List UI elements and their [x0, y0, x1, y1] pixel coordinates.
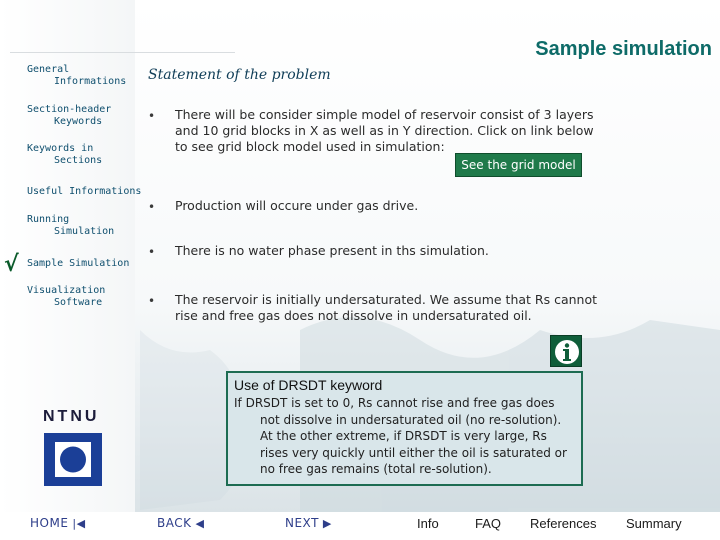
back-arrow-icon: ◀ [195, 517, 205, 530]
next-arrow-icon: ▶ [322, 517, 332, 530]
sidebar-item-label: Sample Simulation [27, 258, 130, 269]
see-grid-model-button[interactable]: See the grid model [455, 153, 582, 177]
info-box-line: rises very quickly until either the oil is saturated or [260, 445, 567, 460]
sidebar-item-useful-informations[interactable] [27, 186, 141, 198]
sidebar-item-label: Simulation [54, 226, 115, 237]
sidebar-item-keywords-in-sections[interactable] [27, 143, 102, 167]
sidebar-item-section-header-keywords[interactable] [27, 104, 111, 128]
bullet-marker: • [148, 200, 156, 214]
home-button[interactable] [30, 516, 86, 530]
info-link[interactable]: Info [417, 516, 439, 531]
info-glyph-icon [551, 336, 583, 368]
bullet-marker: • [148, 294, 156, 308]
references-link[interactable]: References [530, 516, 597, 531]
sidebar-item-label: Keywords [54, 116, 103, 127]
page-title: Sample simulation [535, 38, 712, 60]
sidebar-item-label: General [27, 64, 70, 75]
sidebar-item-label: Running [27, 214, 70, 225]
sidebar-item-label: Useful Informations [27, 186, 142, 197]
ntnu-emblem-icon [44, 433, 102, 486]
info-box-body [234, 395, 575, 478]
info-icon[interactable] [550, 335, 582, 367]
info-box-line: no free gas remains (total re-solution). [260, 462, 492, 476]
bullet-text-water-phase: There is no water phase present in ths simulation. [175, 243, 489, 258]
back-label: BACK [157, 516, 192, 530]
sidebar-item-sample-simulation[interactable] [27, 258, 129, 270]
info-box-line: If DRSDT is set to 0, Rs cannot rise and free gas does [234, 396, 555, 410]
summary-link[interactable]: Summary [626, 516, 682, 531]
first-page-icon: |◀ [72, 517, 86, 530]
next-label: NEXT [285, 516, 319, 530]
sidebar-item-general-informations[interactable] [27, 64, 126, 88]
info-box-line: At the other extreme, if DRSDT is very large, Rs [260, 429, 547, 443]
sidebar-item-label: Software [54, 297, 103, 308]
sidebar-item-label: Visualization [27, 285, 106, 296]
bullet-text-model: There will be consider simple model of reservoir consist of 3 layers and 10 grid blocks in X as well as in Y direction. Click on link below to see grid block model used in simulation: [175, 107, 594, 154]
bullet-marker: • [148, 245, 156, 259]
sidebar-item-visualization-software[interactable] [27, 285, 105, 309]
bullet-text-undersaturated: The reservoir is initially undersaturated. We assume that Rs cannot rise and free gas does not dissolve in undersaturated oil. [175, 292, 597, 323]
drsdt-info-box [226, 371, 583, 486]
sidebar-item-label: Section-header [27, 104, 112, 115]
faq-link[interactable]: FAQ [475, 516, 502, 531]
sidebar-item-label: Informations [54, 76, 127, 87]
info-box-line: not dissolve in undersaturated oil (no re-solution). [260, 412, 562, 427]
bullet-marker: • [148, 109, 156, 123]
home-label: HOME [30, 516, 69, 530]
sidebar-item-label: Keywords in [27, 143, 94, 154]
header-divider [10, 52, 235, 53]
current-page-check-icon: √ [4, 252, 19, 277]
back-button[interactable] [157, 516, 204, 530]
info-box-heading: Use of DRSDT keyword [234, 377, 383, 393]
ntnu-logo-text: NTNU [43, 408, 100, 425]
next-button[interactable] [285, 516, 332, 530]
bullet-text-gas-drive: Production will occure under gas drive. [175, 198, 419, 213]
bottom-nav-bar [0, 512, 720, 540]
sidebar-item-label: Sections [54, 155, 103, 166]
section-title: Statement of the problem [148, 67, 331, 83]
sidebar-item-running-simulation[interactable] [27, 214, 114, 238]
ntnu-logo [44, 433, 102, 486]
